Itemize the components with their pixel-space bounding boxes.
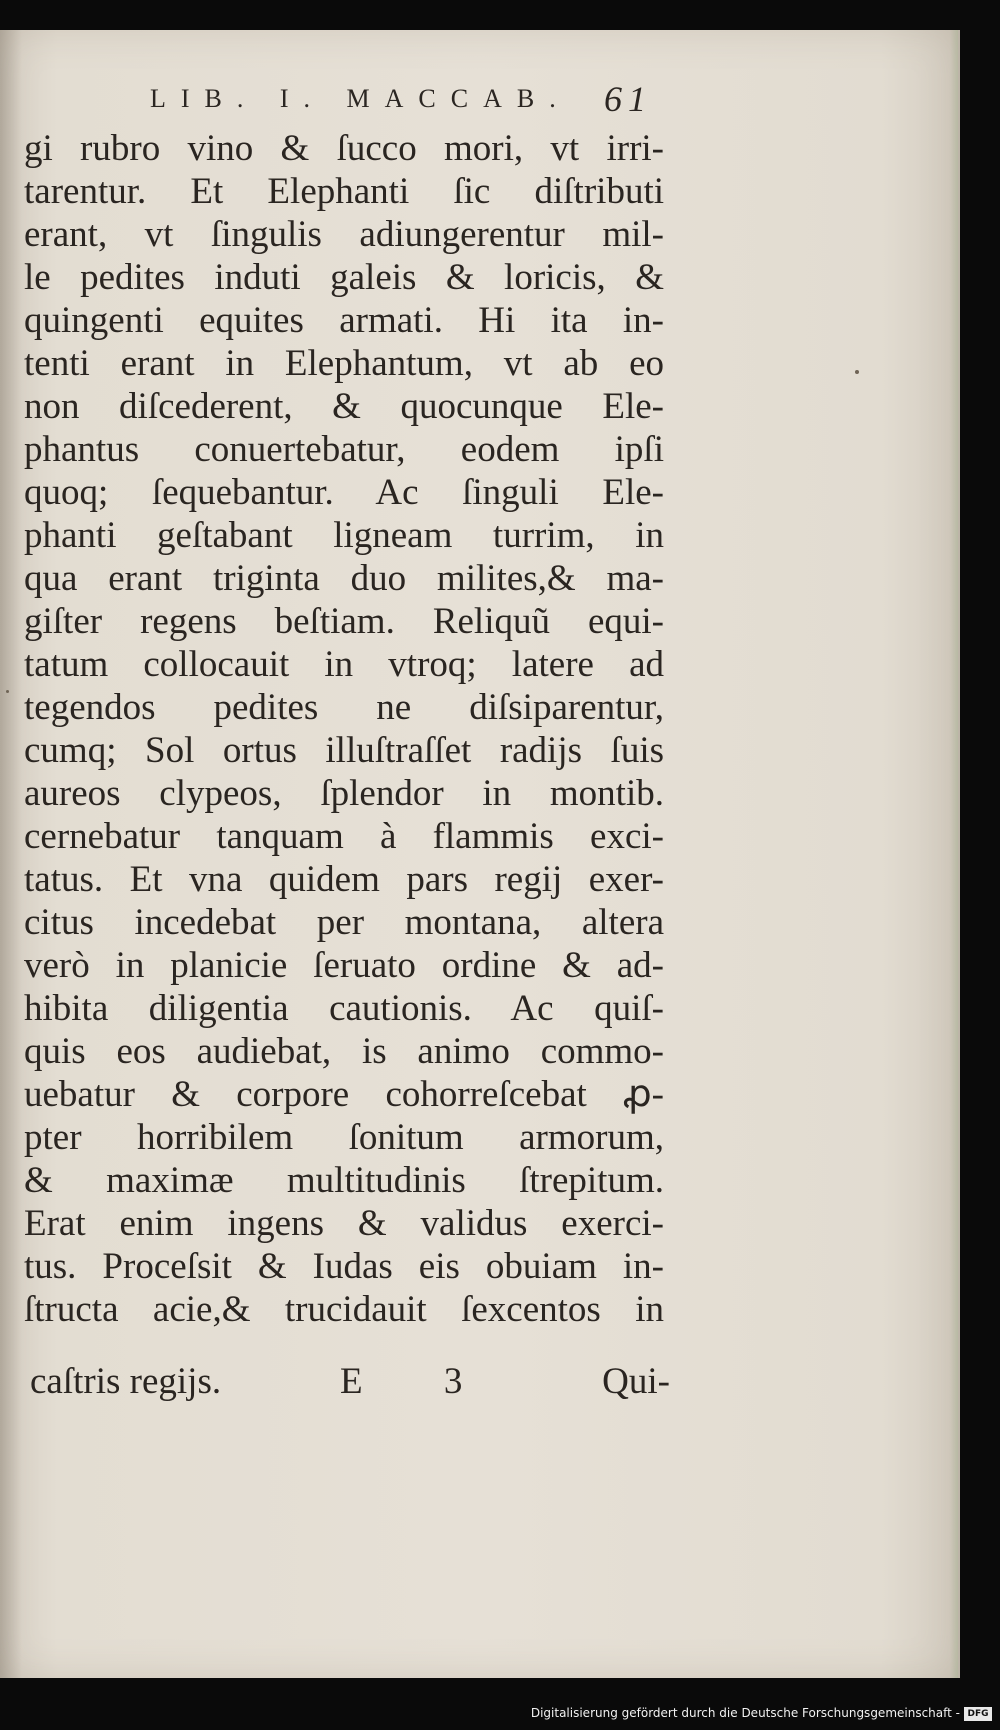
text-line: ſtructa acie,& trucidauit ſexcentos in <box>24 1289 664 1330</box>
text-line: cumq; Sol ortus illuſtraſſet radijs ſuis <box>24 730 664 771</box>
text-line: verò in planicie ſeruato ordine & ad- <box>24 945 664 986</box>
funding-credit: Digitalisierung gefördert durch die Deutsche Forschungsgemeinschaft - <box>530 1706 960 1720</box>
text-line: aureos clypeos, ſplendor in montib. <box>24 773 664 814</box>
text-line: erant, vt ſingulis adiungerentur mil- <box>24 214 664 255</box>
text-line: uebatur & corpore cohorreſcebat ꝓ- <box>24 1074 664 1115</box>
text-line: tus. Proceſsit & Iudas eis obuiam in- <box>24 1246 664 1287</box>
text-line: quoq; ſequebantur. Ac ſinguli Ele- <box>24 472 664 513</box>
text-line: tarentur. Et Elephanti ſic diſtributi <box>24 171 664 212</box>
text-line: quis eos audiebat, is animo commo- <box>24 1031 664 1072</box>
ink-speck <box>855 370 859 374</box>
text-line: cernebatur tanquam à flammis exci- <box>24 816 664 857</box>
text-line: Erat enim ingens & validus exerci- <box>24 1203 664 1244</box>
book-page <box>0 30 960 1678</box>
text-line: hibita diligentia cautionis. Ac quiſ- <box>24 988 664 1029</box>
text-line: tenti erant in Elephantum, vt ab eo <box>24 343 664 384</box>
running-head: LIB. I. MACCAB. <box>150 84 571 113</box>
final-line-row <box>30 1360 670 1406</box>
text-line: phantus conuertebatur, eodem ipſi <box>24 429 664 470</box>
text-line: tegendos pedites ne diſsiparentur, <box>24 687 664 728</box>
page-body-text <box>24 127 684 1331</box>
text-line: citus incedebat per montana, altera <box>24 902 664 943</box>
digitization-footer <box>0 1700 1000 1730</box>
text-line: giſter regens beſtiam. Reliquũ equi- <box>24 601 664 642</box>
text-line: le pedites induti galeis & loricis, & <box>24 257 664 298</box>
text-line: qua erant triginta duo milites,& ma- <box>24 558 664 599</box>
text-line: pter horribilem ſonitum armorum, <box>24 1117 664 1158</box>
text-line: phanti geſtabant ligneam turrim, in <box>24 515 664 556</box>
ink-speck <box>6 690 9 693</box>
dfg-logo: DFG <box>964 1707 992 1721</box>
text-line: & maximæ multitudinis ſtrepitum. <box>24 1160 664 1201</box>
text-line: non diſcederent, & quocunque Ele- <box>24 386 664 427</box>
catchword: Qui- <box>602 1361 670 1402</box>
text-line: quingenti equites armati. Hi ita in- <box>24 300 664 341</box>
text-line: gi rubro vino & ſucco mori, vt irri- <box>24 128 664 169</box>
signature-mark: E 3 <box>340 1361 499 1402</box>
text-line: tatus. Et vna quidem pars regij exer- <box>24 859 664 900</box>
page-number: 61 <box>604 79 652 119</box>
text-line: tatum collocauit in vtroq; latere ad <box>24 644 664 685</box>
last-text-line: caſtris regijs. <box>30 1361 222 1402</box>
